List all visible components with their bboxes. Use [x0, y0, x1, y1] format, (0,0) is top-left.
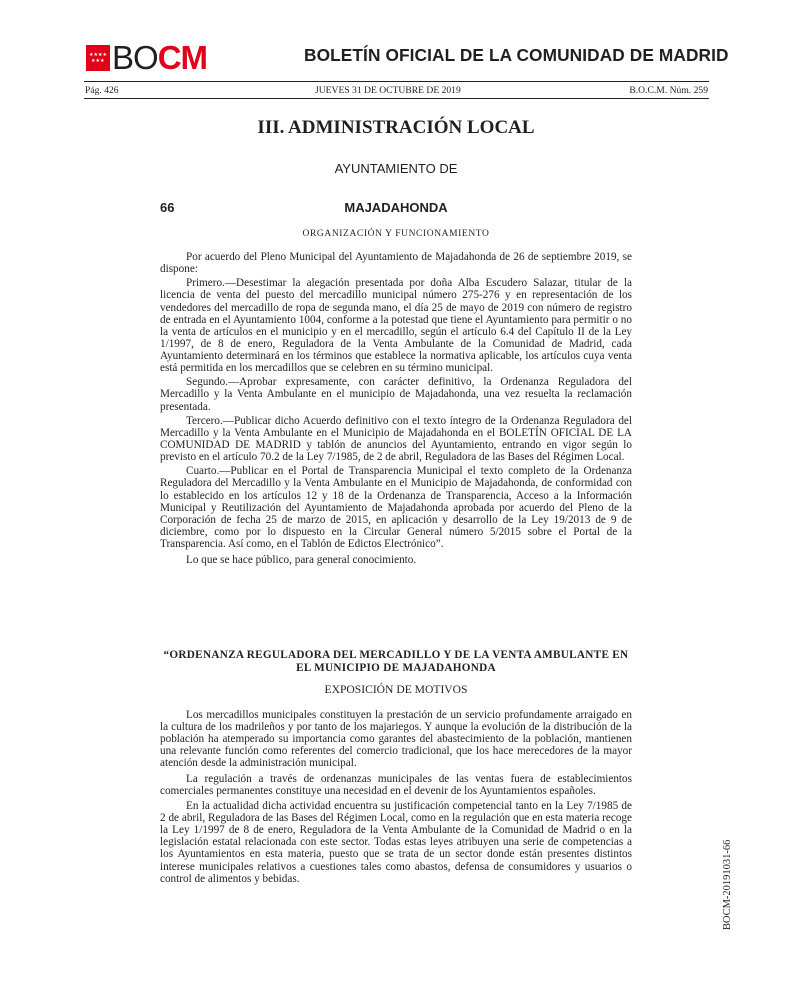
motives-text — [160, 709, 632, 888]
municipality-name: MAJADAHONDA — [344, 200, 448, 215]
paragraph: Por acuerdo del Pleno Municipal del Ayuntamiento de Majadahonda de 26 de septiembre 2019, se dispone: — [160, 251, 632, 276]
issue-date: JUEVES 31 DE OCTUBRE DE 2019 — [315, 85, 461, 96]
masthead-title: BOLETÍN OFICIAL DE LA COMUNIDAD DE MADRID — [304, 45, 729, 65]
paragraph: Lo que se hace público, para general conocimiento. — [186, 554, 417, 566]
subheading: EXPOSICIÓN DE MOTIVOS — [324, 683, 468, 696]
madrid-flag-icon: ★★★★ ★★★ — [86, 45, 110, 71]
page-number: Pág. 426 — [85, 85, 119, 96]
ordinance-title: “ORDENANZA REGULADORA DEL MERCADILLO Y DE LA VENTA AMBULANTE EN EL MUNICIPIO DE MAJADAHONDA — [163, 649, 629, 674]
category-label: ORGANIZACIÓN Y FUNCIONAMIENTO — [302, 229, 490, 239]
issue-number: B.O.C.M. Núm. 259 — [629, 85, 708, 96]
announcement-number: 66 — [160, 200, 175, 215]
paragraph: En la actualidad dicha actividad encuentra su justificación competencial tanto en la Ley 7/1985 de 2 de abril, Reguladora de las Bases del Régimen Local, como en la regulación que en esta materia recoge la Ley 1/1997 de 8 de enero, Reguladora de la Venta Ambulante de la Comunidad de Madrid o en la legislación estatal relacionada con este sector. Todas estas leyes atribuyen una serie de competencias a los Ayuntamientos en esta materia, puesto que se trata de un sector donde están presentes distintos interese municipales relativos a cuestiones tales como abastos, defensa de consumidores y usuarios o control de alimentos y bebidas. — [160, 800, 632, 885]
paragraph: La regulación a través de ordenanzas municipales de las ventas fuera de establecimientos comerciales permanentes constituye una necesidad en el devenir de los Ayuntamientos españoles. — [160, 772, 632, 797]
paragraph: Los mercadillos municipales constituyen la prestación de un servicio profundamente arraigado en la cultura de los madrileños y por tanto de los majariegos. Y aunque la evolución de la distribución de la población ha atemperado su importancia como garantes del abastecimiento de la población, mantienen una relevante función como referentes del comercio tradicional, que los hace merecedores de la mayor atención desde la administración municipal. — [160, 709, 632, 770]
section-title: III. ADMINISTRACIÓN LOCAL — [257, 117, 535, 138]
paragraph: Segundo.—Aprobar expresamente, con carácter definitivo, la Ordenanza Reguladora del Mercadillo y la Venta Ambulante en el municipio de Majadahonda, una vez resuelta la reclamación presentada. — [160, 376, 632, 413]
logo-wordmark: BOCM — [112, 39, 208, 76]
paragraph: Tercero.—Publicar dicho Acuerdo definitivo con el texto íntegro de la Ordenanza Reguladora del Mercadillo y la Venta Ambulante en el Municipio de Majadahonda en el BOLETÍN OFICIAL DE LA COMUNIDAD DE MADRID y tablón de anuncios del Ayuntamiento, entrando en vigor según lo previsto en el artículo 70.2 de la Ley 7/1985, de 2 de abril, Reguladora de las Bases del Régimen Local. — [160, 414, 632, 464]
entity-label: AYUNTAMIENTO DE — [334, 161, 458, 176]
bocm-logo — [86, 39, 212, 76]
agreement-text — [160, 251, 632, 568]
header-rule-bottom — [84, 98, 709, 99]
document-code: BOCM-20191031-66 — [722, 839, 733, 930]
paragraph: Primero.—Desestimar la alegación presentada por doña Alba Escudero Salazar, titular de la licencia de venta del puesto del mercadillo municipal número 275-276 y en representación de los vendedores del mercadillo de ropa de segunda mano, el día 25 de mayo de 2019 con número de registro de entrada en el Ayuntamiento 1004, conforme a la potestad que tiene el Ayuntamiento para permitir o no la venta de artículos en el municipio y en el mercadillo, según el artículo 6.4 del Capítulo II de la Ley 1/1997, de 8 de enero, Reguladora de la Venta Ambulante de la Comunidad de Madrid, cada Ayuntamiento determinará en los términos que establece la normativa aplicable, los artículos cuya venta está permitida en los mercadillos que se celebren en su término municipal. — [160, 277, 632, 375]
header-rule-top — [84, 81, 709, 82]
paragraph: Cuarto.—Publicar en el Portal de Transparencia Municipal el texto completo de la Ordenanza Reguladora del Mercadillo y la Venta Ambulante en el Municipio de Majadahonda, de conformidad con lo establecido en los artículos 12 y 18 de la Ordenanza de Transparencia, Acceso a la Información Municipal y Reutilización del Ayuntamiento de Majadahonda aprobada por acuerdo del Pleno de la Corporación de fecha 25 de marzo de 2015, en aplicación y desarrollo de la Ley 19/2013 de 9 de diciembre, como por lo dispuesto en la Circular General número 5/2015 sobre el Portal de la Transparencia. Así como, en el Tablón de Edictos Electrónico”. — [160, 465, 632, 550]
